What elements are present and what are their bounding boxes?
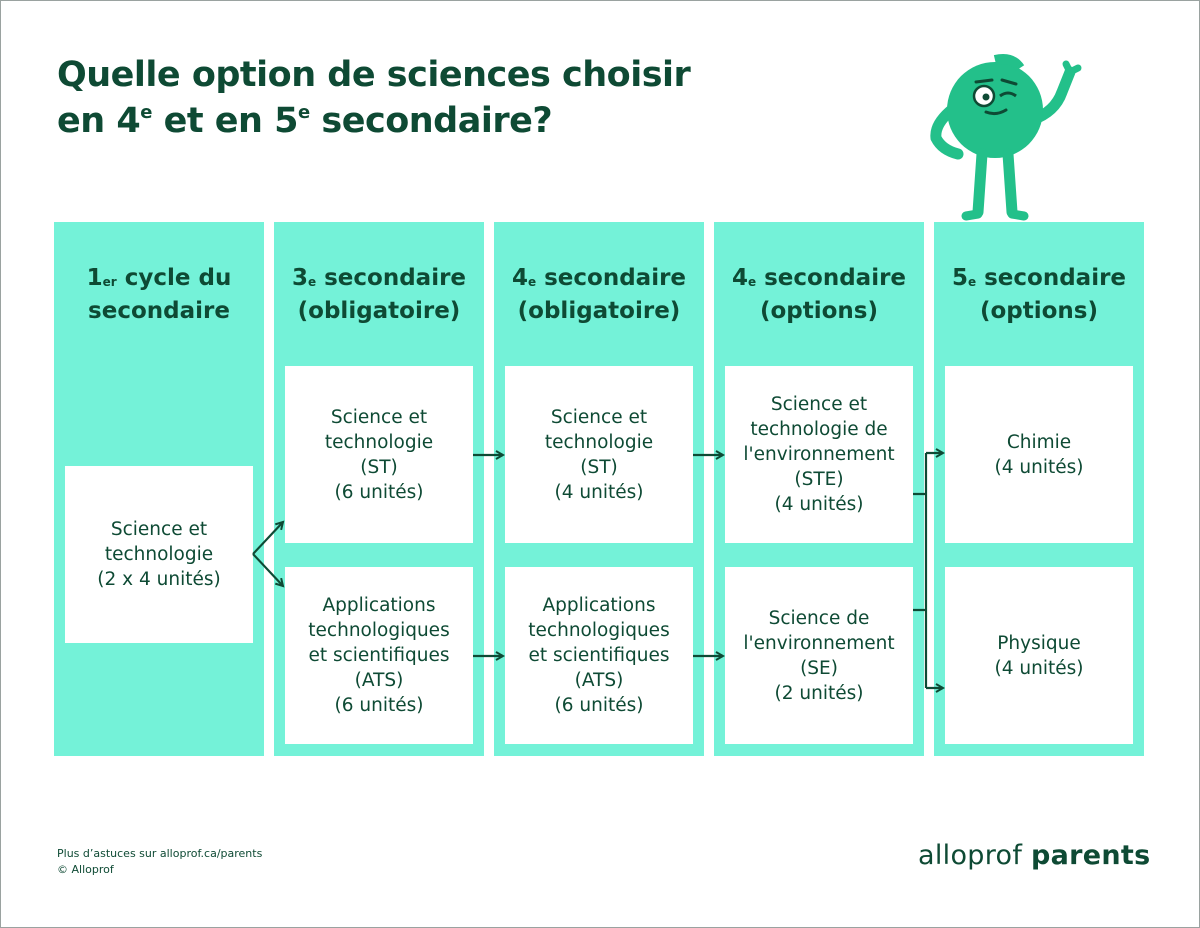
column-2-heading-line-2: (obligatoire)	[297, 298, 461, 324]
box-line: Science de	[768, 607, 870, 629]
arrow-1-to-st	[253, 522, 283, 554]
footer-copyright: © Alloprof	[57, 863, 114, 876]
box-line: technologie de	[750, 419, 888, 440]
box-line: (ST)	[580, 456, 618, 478]
box-line: technologie	[104, 544, 214, 565]
title-line-2-sup-1: e	[140, 102, 152, 123]
box-line: Applications	[542, 595, 656, 616]
box-line: Chimie	[1006, 431, 1072, 453]
box-line: (ST)	[360, 456, 398, 478]
column-2-heading-num: 3	[291, 265, 308, 291]
box-line: (SE)	[800, 657, 838, 679]
title-line-2-part-b: et en 5	[151, 101, 298, 141]
box-line: technologiques	[308, 620, 450, 641]
brand-logo-alloprof: alloprof	[918, 840, 1032, 871]
title-line-2-part-c: secondaire?	[309, 101, 553, 141]
box-line: (2 unités)	[774, 682, 864, 704]
title-line-2-sup-2: e	[297, 102, 310, 123]
column-3-heading-num: 4	[511, 265, 528, 291]
box-line: technologiques	[528, 620, 670, 641]
box-line: Physique	[997, 632, 1081, 654]
box-line: et scientifiques	[528, 645, 670, 666]
column-5-heading-sup: e	[967, 275, 977, 289]
box-line: Science et	[110, 519, 208, 540]
column-5-heading-line-2: (options)	[979, 298, 1099, 324]
footer	[57, 846, 262, 878]
title-line-1: Quelle option de sciences choisir	[57, 55, 691, 95]
box-line: (4 unités)	[774, 494, 864, 515]
column-1-heading-line-2: secondaire	[88, 298, 230, 324]
title-line-2-part-a: en 4	[57, 101, 141, 141]
brand-logo	[918, 840, 1151, 871]
box-line: (4 unités)	[994, 657, 1084, 679]
column-4-heading-num: 4	[731, 265, 748, 291]
box-line: l'environnement	[743, 632, 895, 654]
column-4-heading-sup: e	[747, 275, 757, 289]
box-line: (2 x 4 unités)	[97, 569, 221, 590]
column-3-heading-line-2: (obligatoire)	[517, 298, 681, 324]
box-line: et scientifiques	[308, 645, 450, 666]
column-2-heading-sup: e	[307, 275, 317, 289]
box-line: (4 unités)	[554, 481, 644, 503]
column-4-heading-text: secondaire	[756, 265, 907, 291]
box-line: Science et	[550, 406, 648, 428]
box-line: (6 unités)	[554, 695, 644, 716]
box-line: (ATS)	[574, 670, 624, 691]
box-line: technologie	[544, 431, 654, 453]
bracket-4e-options	[913, 494, 926, 610]
column-3-heading-text: secondaire	[536, 265, 687, 291]
column-5-heading-text: secondaire	[976, 265, 1127, 291]
column-1-heading-text: cycle du	[116, 265, 232, 291]
column-1-heading-sup: er	[102, 275, 117, 289]
box-line: Applications	[322, 595, 436, 616]
box-line: l'environnement	[743, 444, 895, 465]
box-line: Science et	[770, 394, 868, 415]
box-line: (ATS)	[354, 670, 404, 691]
box-line: (6 unités)	[334, 695, 424, 716]
box-line: technologie	[324, 431, 434, 453]
column-2-heading-text: secondaire	[316, 265, 467, 291]
box-line: (STE)	[794, 469, 844, 490]
column-5-heading-num: 5	[951, 265, 968, 291]
brand-logo-parents: parents	[1031, 840, 1151, 871]
box-line: Science et	[330, 406, 428, 428]
box-line: (6 unités)	[334, 481, 424, 503]
box-line: (4 unités)	[994, 456, 1084, 478]
footer-link-text[interactable]: Plus d’astuces sur alloprof.ca/parents	[57, 847, 263, 860]
column-4-heading-line-2: (options)	[759, 298, 879, 324]
column-1-heading-num: 1	[86, 265, 103, 291]
column-3-heading-sup: e	[527, 275, 537, 289]
arrow-1-to-ats	[253, 554, 283, 586]
